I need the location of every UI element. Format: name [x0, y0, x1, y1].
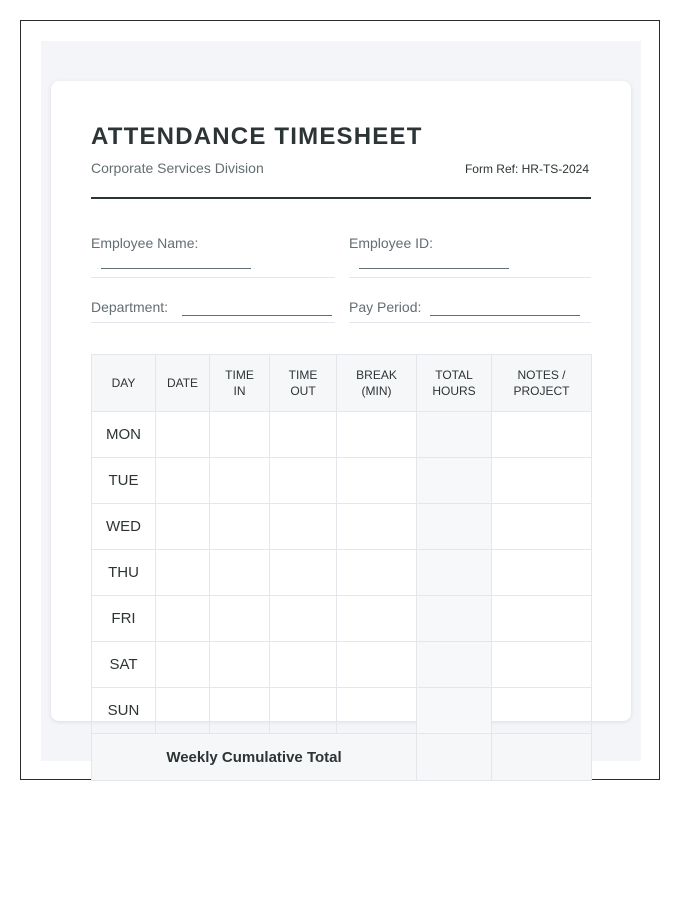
date-cell[interactable]: [156, 688, 210, 734]
form-reference: Form Ref: HR-TS-2024: [464, 162, 589, 176]
column-header-time-out: TIME OUT: [270, 355, 337, 412]
date-cell[interactable]: [156, 412, 210, 458]
day-cell: MON: [92, 412, 156, 458]
total-hours-cell[interactable]: [417, 504, 492, 550]
notes-cell[interactable]: [492, 688, 592, 734]
notes-cell[interactable]: [492, 596, 592, 642]
time-in-cell[interactable]: [210, 596, 270, 642]
pay-period-blank[interactable]: [430, 314, 580, 316]
employee-name-blank[interactable]: [101, 267, 251, 269]
table-header-row: [92, 355, 592, 412]
break-cell[interactable]: [337, 458, 417, 504]
total-hours-cell[interactable]: [417, 642, 492, 688]
weekly-total-row: [92, 734, 592, 781]
employee-id-blank[interactable]: [359, 267, 509, 269]
table-row: [92, 688, 592, 734]
table-row: [92, 550, 592, 596]
pay-period-label: Pay Period:: [349, 299, 422, 315]
date-cell[interactable]: [156, 642, 210, 688]
page-frame: [20, 20, 660, 780]
notes-cell[interactable]: [492, 504, 592, 550]
weekly-total-hours-cell[interactable]: [417, 734, 492, 781]
column-header-date: DATE: [156, 355, 210, 412]
day-cell: FRI: [92, 596, 156, 642]
column-header-time-in: TIME IN: [210, 355, 270, 412]
time-out-cell[interactable]: [270, 642, 337, 688]
employee-name-field[interactable]: [91, 235, 335, 278]
time-out-cell[interactable]: [270, 688, 337, 734]
time-out-cell[interactable]: [270, 412, 337, 458]
time-in-cell[interactable]: [210, 458, 270, 504]
notes-cell[interactable]: [492, 412, 592, 458]
date-cell[interactable]: [156, 458, 210, 504]
table-row: [92, 642, 592, 688]
employee-id-field[interactable]: [349, 235, 591, 278]
day-cell: THU: [92, 550, 156, 596]
break-cell[interactable]: [337, 412, 417, 458]
notes-cell[interactable]: [492, 550, 592, 596]
time-in-cell[interactable]: [210, 412, 270, 458]
time-out-cell[interactable]: [270, 504, 337, 550]
break-cell[interactable]: [337, 550, 417, 596]
column-header-notes: NOTES / PROJECT: [492, 355, 592, 412]
page-title: ATTENDANCE TIMESHEET: [91, 123, 423, 150]
column-header-total-hours: TOTAL HOURS: [417, 355, 492, 412]
total-hours-cell[interactable]: [417, 688, 492, 734]
notes-cell[interactable]: [492, 458, 592, 504]
department-blank[interactable]: [182, 314, 332, 316]
break-cell[interactable]: [337, 642, 417, 688]
column-header-break: BREAK (MIN): [337, 355, 417, 412]
time-in-cell[interactable]: [210, 642, 270, 688]
column-header-day: DAY: [92, 355, 156, 412]
timesheet-table: [91, 354, 592, 781]
division-subtitle: Corporate Services Division: [91, 160, 264, 176]
notes-cell[interactable]: [492, 642, 592, 688]
time-out-cell[interactable]: [270, 550, 337, 596]
total-hours-cell[interactable]: [417, 412, 492, 458]
break-cell[interactable]: [337, 504, 417, 550]
time-in-cell[interactable]: [210, 550, 270, 596]
employee-id-label: Employee ID:: [349, 235, 434, 251]
date-cell[interactable]: [156, 550, 210, 596]
total-hours-cell[interactable]: [417, 458, 492, 504]
break-cell[interactable]: [337, 688, 417, 734]
header-divider: [91, 197, 591, 199]
date-cell[interactable]: [156, 596, 210, 642]
day-cell: SUN: [92, 688, 156, 734]
day-cell: TUE: [92, 458, 156, 504]
table-row: [92, 458, 592, 504]
break-cell[interactable]: [337, 596, 417, 642]
table-row: [92, 504, 592, 550]
time-in-cell[interactable]: [210, 688, 270, 734]
table-row: [92, 596, 592, 642]
weekly-total-label: Weekly Cumulative Total: [92, 734, 417, 781]
time-out-cell[interactable]: [270, 458, 337, 504]
employee-name-label: Employee Name:: [91, 235, 199, 251]
total-hours-cell[interactable]: [417, 596, 492, 642]
date-cell[interactable]: [156, 504, 210, 550]
total-hours-cell[interactable]: [417, 550, 492, 596]
pay-period-field[interactable]: [349, 299, 591, 323]
department-label: Department:: [91, 299, 169, 315]
day-cell: WED: [92, 504, 156, 550]
department-field[interactable]: [91, 299, 335, 323]
weekly-total-notes-cell[interactable]: [492, 734, 592, 781]
time-out-cell[interactable]: [270, 596, 337, 642]
time-in-cell[interactable]: [210, 504, 270, 550]
table-row: [92, 412, 592, 458]
day-cell: SAT: [92, 642, 156, 688]
